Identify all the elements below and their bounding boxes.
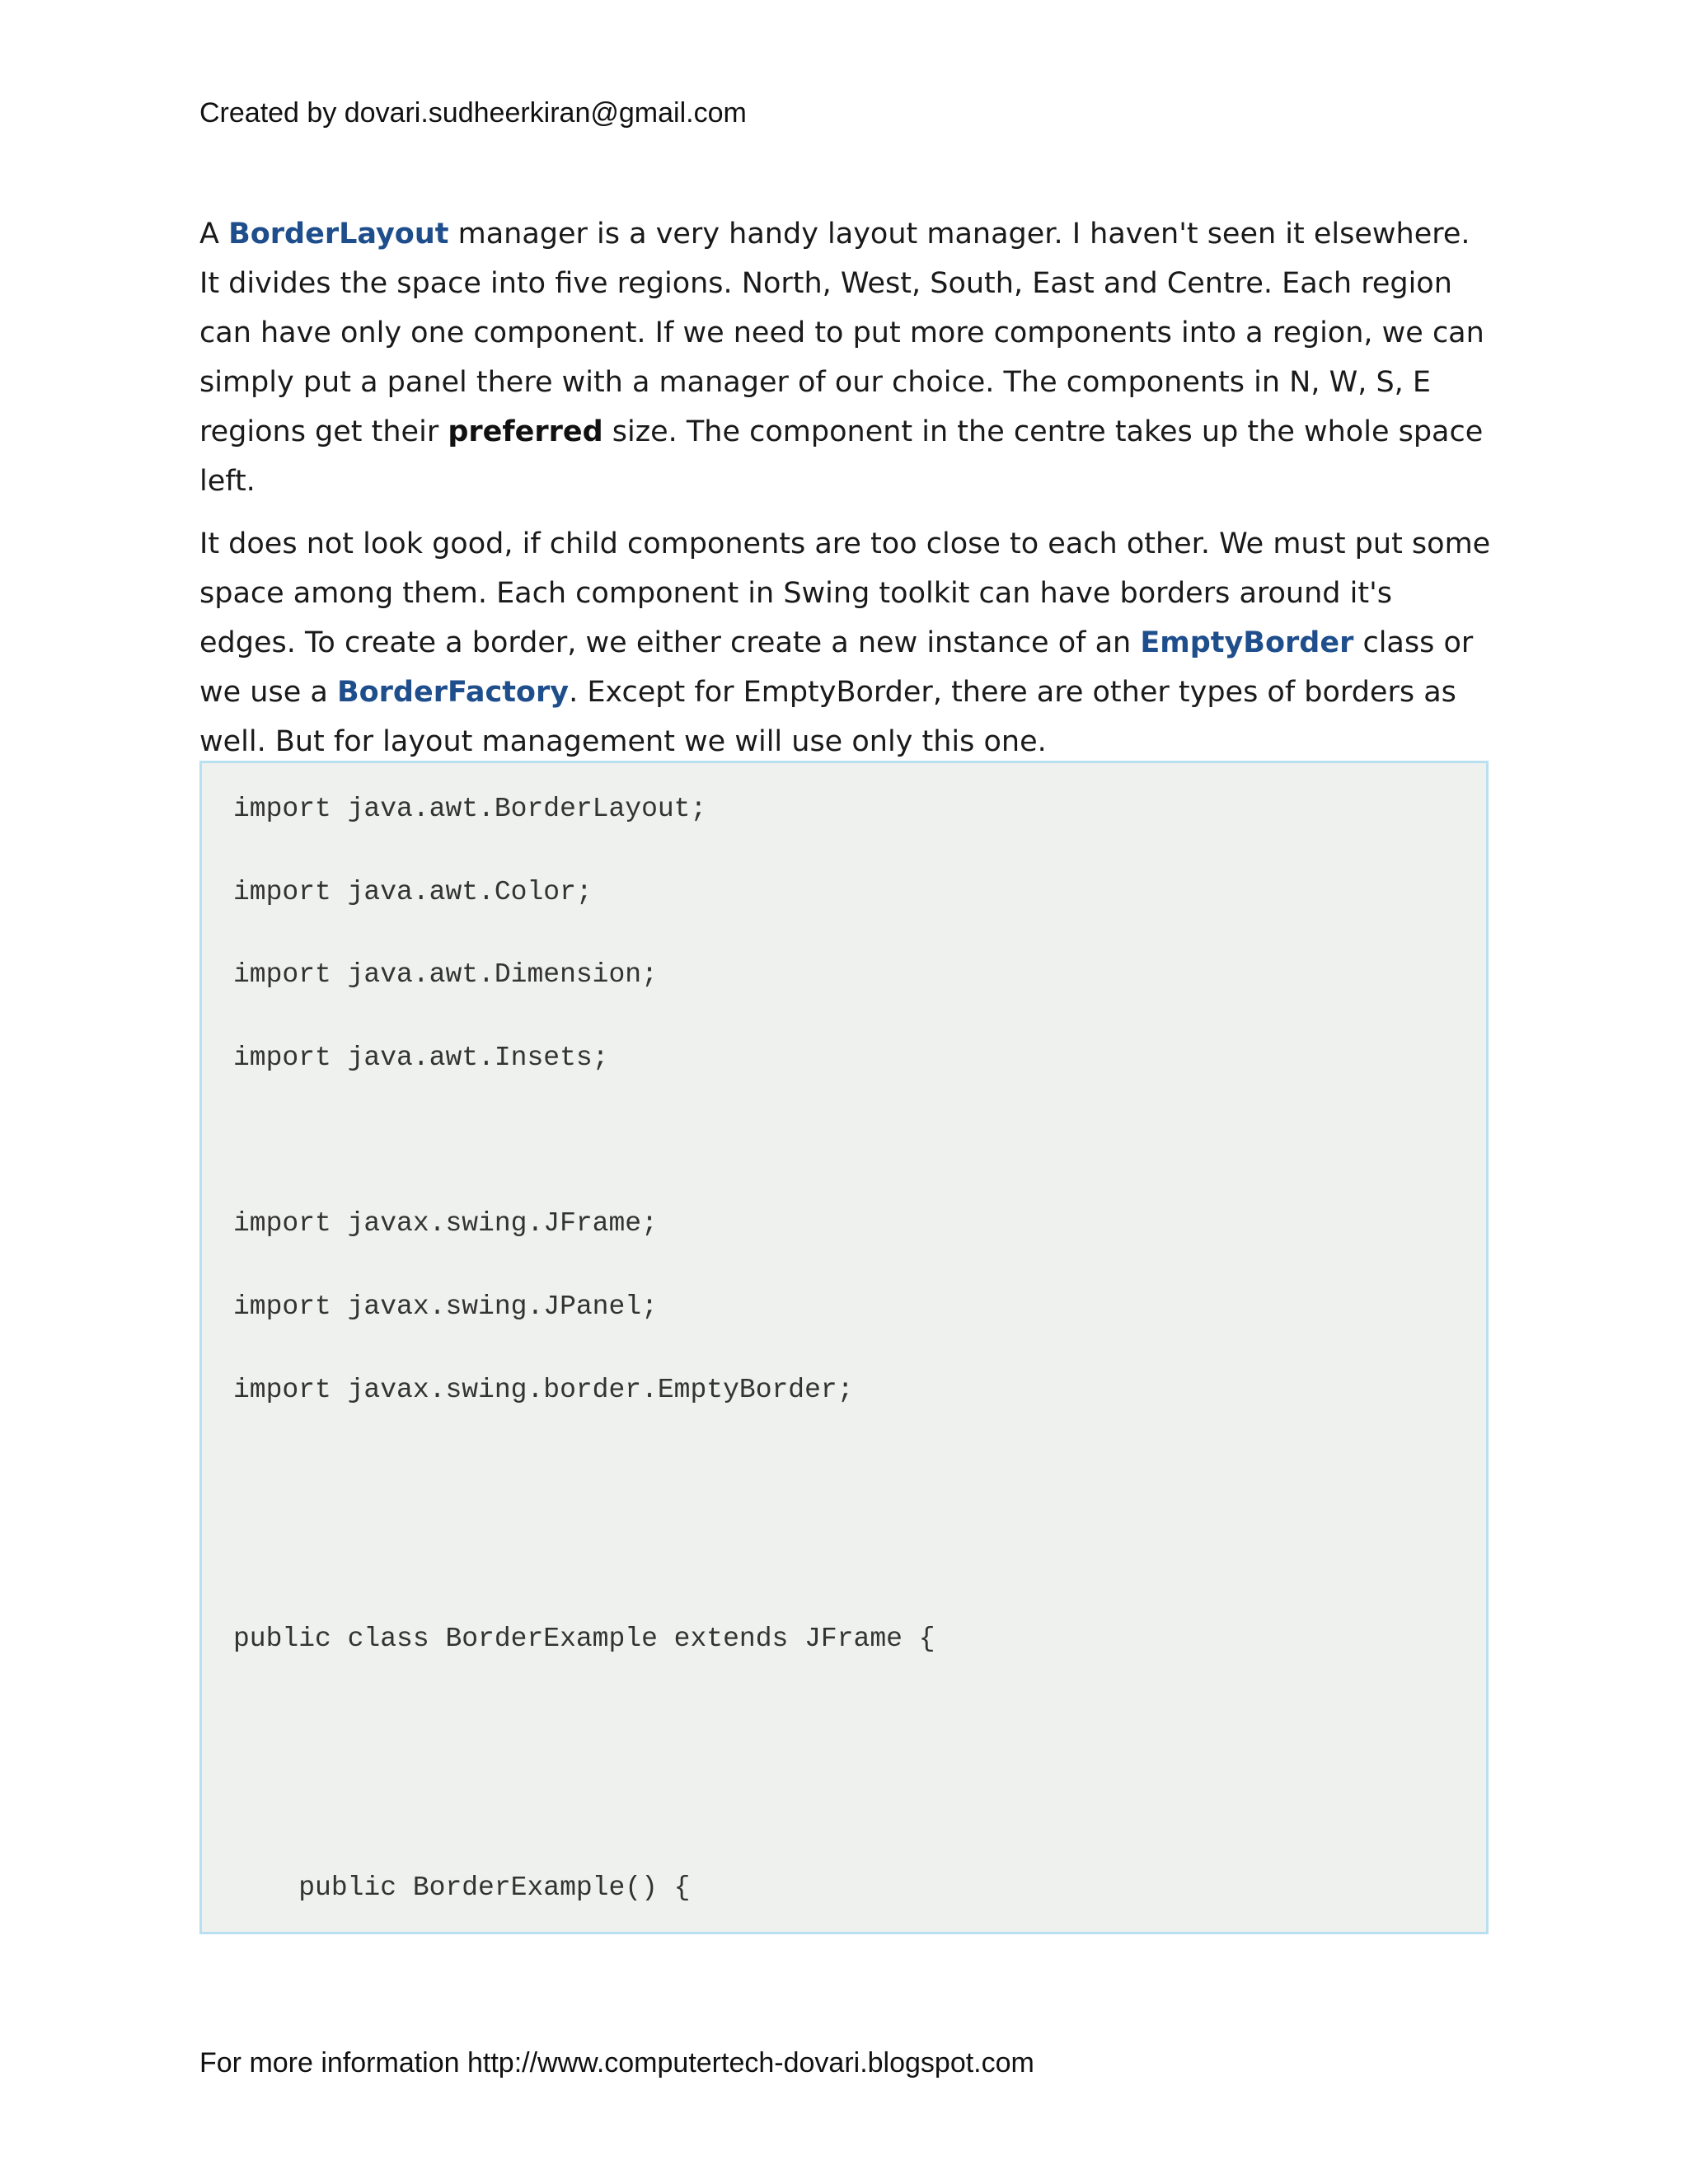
code-line: import javax.swing.JPanel; [233, 1291, 658, 1322]
code-line: import java.awt.BorderLayout; [233, 794, 707, 824]
borderlayout-link[interactable]: BorderLayout [228, 218, 449, 251]
code-line: public BorderExample() { [233, 1872, 691, 1903]
code-line: import javax.swing.border.EmptyBorder; [233, 1375, 854, 1405]
paragraph-text: size. The component in the centre takes up the whole space left. [199, 415, 1484, 498]
page-footer: For more information http://www.computertech-dovari.blogspot.com [199, 2047, 1034, 2079]
preferred-bold-text: preferred [448, 415, 603, 448]
emptyborder-link[interactable]: EmptyBorder [1140, 626, 1354, 659]
code-line: import java.awt.Color; [233, 877, 593, 907]
borderfactory-link[interactable]: BorderFactory [336, 676, 570, 709]
article-body [199, 209, 1493, 780]
paragraph-text: A [199, 218, 229, 251]
paragraph-borderlayout [199, 209, 1493, 506]
paragraph-text: class or we use a [199, 626, 1474, 709]
paragraph-text: . Except for EmptyBorder, there are other types of borders as well. But for layout management we will use only this one. [199, 676, 1456, 758]
page-header: Created by dovari.sudheerkiran@gmail.com [199, 97, 747, 129]
code-line: public class BorderExample extends JFrame { [233, 1624, 935, 1654]
code-line: import javax.swing.JFrame; [233, 1208, 658, 1239]
paragraph-borders [199, 519, 1493, 766]
paragraph-text: It does not look good, if child components are too close to each other. We must put some space among them. Each component in Swing toolkit can have borders around it's edges. To create a border, we either create a new instance of an [199, 527, 1491, 659]
paragraph-text: manager is a very handy layout manager. I haven't seen it elsewhere. It divides the space into five regions. North, West, South, East and Centre. Each region can have only one component. If we need to put more components into a region, we can simply put a panel there with a manager of our choice. The components in N, W, S, E regions get their [199, 218, 1484, 448]
code-line: import java.awt.Dimension; [233, 959, 658, 990]
code-line: import java.awt.Insets; [233, 1043, 609, 1073]
code-block [199, 761, 1489, 1934]
